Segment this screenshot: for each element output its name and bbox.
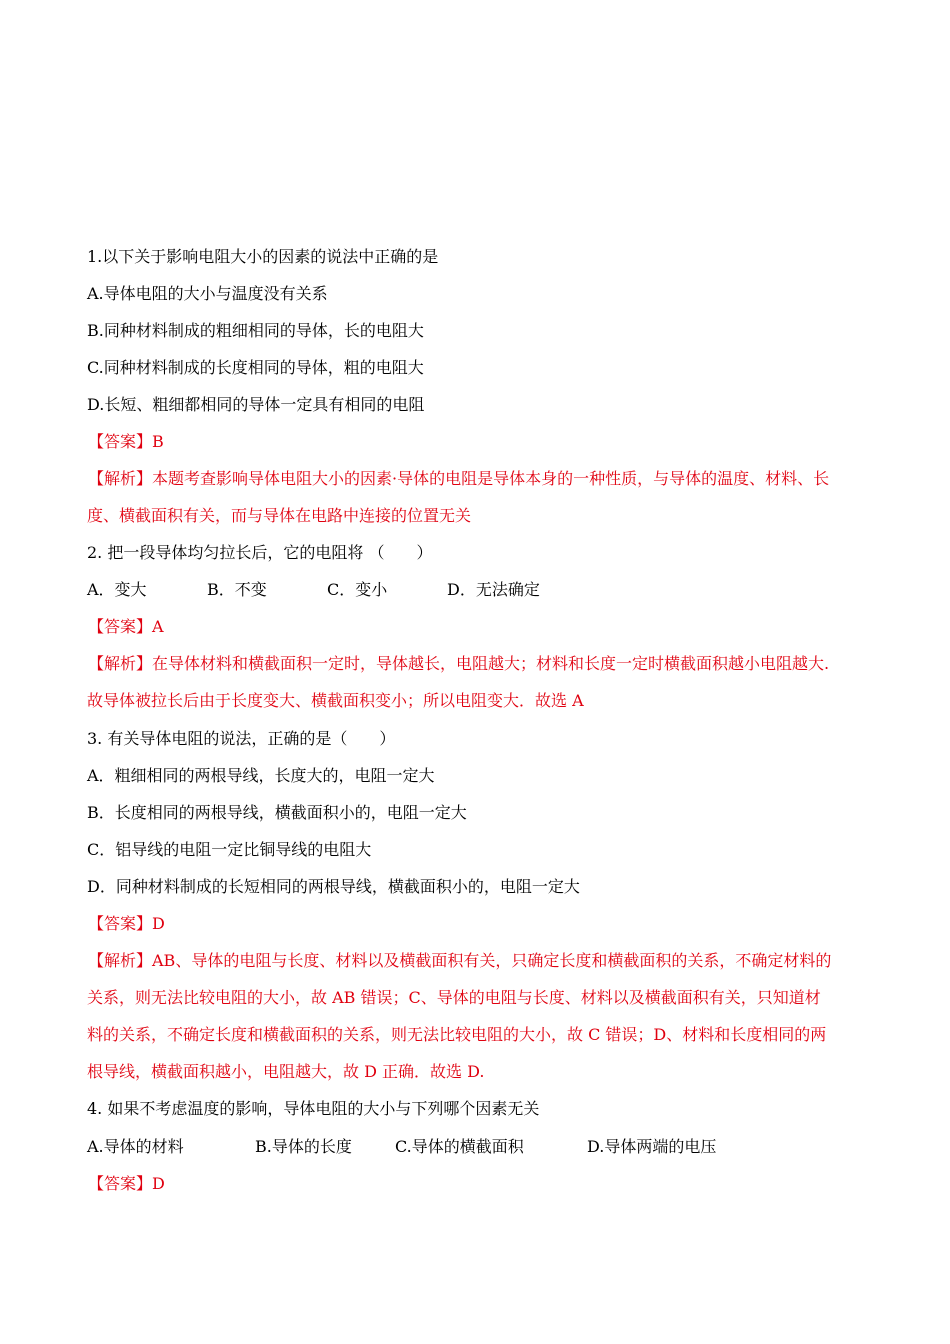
q3-option-b: B．长度相同的两根导线，横截面积小的，电阻一定大 bbox=[87, 803, 467, 822]
q1-option-c: C.同种材料制成的长度相同的导体，粗的电阻大 bbox=[87, 358, 424, 377]
q2-analysis-line-2: 故导体被拉长后由于长度变大、横截面积变小；所以电阻变大．故选 A bbox=[87, 691, 584, 710]
question-3: 3. 有关导体电阻的说法，正确的是（ ） bbox=[87, 729, 396, 748]
q3-option-d: D．同种材料制成的长短相同的两根导线，横截面积小的，电阻一定大 bbox=[87, 877, 580, 896]
q4-option-b: B.导体的长度 bbox=[255, 1137, 352, 1156]
q3-analysis-line-4: 根导线，横截面积越小，电阻越大，故 D 正确．故选 D. bbox=[87, 1062, 485, 1081]
q3-option-c: C．铝导线的电阻一定比铜导线的电阻大 bbox=[87, 840, 372, 859]
q1-analysis-line-2: 度、横截面积有关，而与导体在电路中连接的位置无关 bbox=[87, 506, 472, 525]
q1-analysis-line-1: 【解析】本题考查影响导体电阻大小的因素·导体的电阻是导体本身的一种性质，与导体的温度、材料、长 bbox=[88, 469, 830, 488]
question-1: 1.以下关于影响电阻大小的因素的说法中正确的是 bbox=[87, 247, 439, 266]
q1-answer: 【答案】B bbox=[88, 432, 164, 451]
q2-option-c: C．变小 bbox=[327, 580, 388, 599]
question-2: 2. 把一段导体均匀拉长后，它的电阻将 （ ） bbox=[87, 543, 433, 562]
q4-options-row bbox=[87, 1137, 787, 1157]
q3-answer: 【答案】D bbox=[88, 914, 165, 933]
q1-option-d: D.长短、粗细都相同的导体一定具有相同的电阻 bbox=[87, 395, 425, 414]
q4-answer: 【答案】D bbox=[88, 1174, 165, 1193]
q2-option-b: B．不变 bbox=[207, 580, 267, 599]
q4-option-d: D.导体两端的电压 bbox=[587, 1137, 717, 1156]
question-4: 4. 如果不考虑温度的影响，导体电阻的大小与下列哪个因素无关 bbox=[87, 1099, 540, 1118]
q2-option-a: A．变大 bbox=[87, 580, 147, 599]
q3-analysis-line-2: 关系，则无法比较电阻的大小，故 AB 错误；C、导体的电阻与长度、材料以及横截面积有关，只知道材 bbox=[87, 988, 821, 1007]
q2-answer: 【答案】A bbox=[88, 617, 164, 636]
q4-option-a: A.导体的材料 bbox=[87, 1137, 184, 1156]
q2-options-row bbox=[87, 580, 687, 600]
q2-analysis-line-1: 【解析】在导体材料和横截面积一定时，导体越长，电阻越大；材料和长度一定时横截面积越小电阻越大. bbox=[88, 654, 830, 673]
q2-option-d: D．无法确定 bbox=[447, 580, 540, 599]
q3-option-a: A．粗细相同的两根导线，长度大的，电阻一定大 bbox=[87, 766, 435, 785]
q4-option-c: C.导体的横截面积 bbox=[395, 1137, 524, 1156]
q3-analysis-line-3: 料的关系，不确定长度和横截面积的关系，则无法比较电阻的大小，故 C 错误；D、材料和长度相同的两 bbox=[87, 1025, 827, 1044]
q1-option-a: A.导体电阻的大小与温度没有关系 bbox=[87, 284, 328, 303]
q1-option-b: B.同种材料制成的粗细相同的导体，长的电阻大 bbox=[87, 321, 424, 340]
q3-analysis-line-1: 【解析】AB、导体的电阻与长度、材料以及横截面积有关，只确定长度和横截面积的关系，不确定材料的 bbox=[88, 951, 832, 970]
